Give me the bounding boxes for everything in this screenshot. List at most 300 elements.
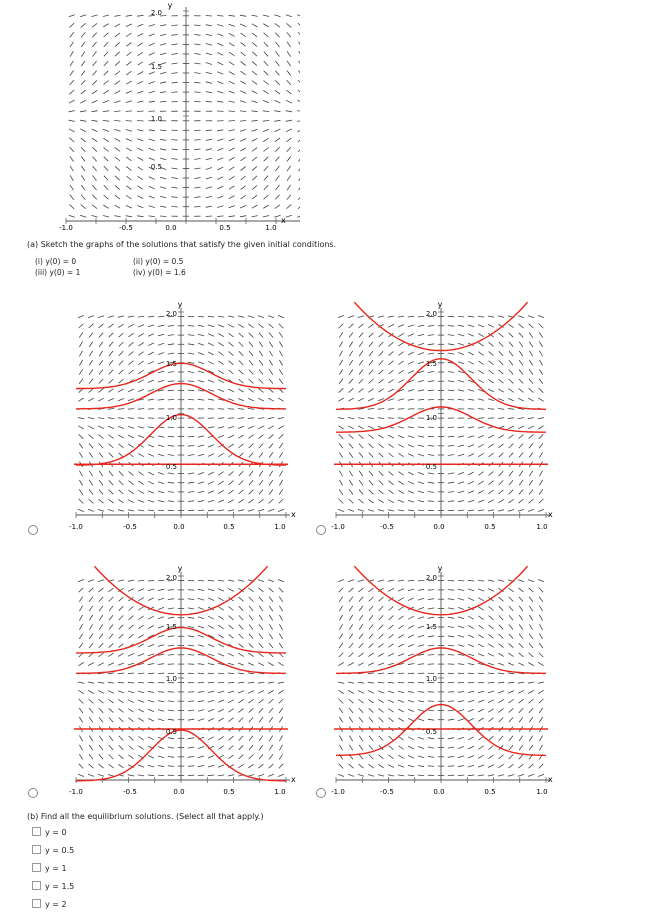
slope-segment — [208, 399, 214, 400]
slope-segment — [538, 662, 543, 665]
slope-segment — [369, 643, 374, 647]
slope-segment — [418, 747, 424, 749]
slope-segment — [488, 418, 494, 419]
slope-segment — [128, 663, 134, 665]
slope-segment — [78, 682, 84, 683]
slope-segment — [115, 138, 121, 141]
slope-segment — [171, 140, 177, 141]
slope-segment — [168, 636, 174, 637]
slope-segment — [359, 333, 363, 338]
slope-segment — [98, 418, 104, 419]
slope-segment — [115, 157, 120, 161]
slope-segment — [138, 673, 144, 674]
slope-segment — [519, 435, 524, 439]
slope-segment — [518, 774, 524, 776]
slope-segment — [269, 452, 273, 457]
slope-segment — [408, 765, 414, 767]
slope-segment — [138, 157, 144, 160]
slope-segment — [239, 471, 243, 476]
slope-segment — [499, 480, 504, 485]
slope-segment — [128, 682, 134, 683]
slope-segment — [168, 590, 174, 591]
slope-segment — [418, 664, 424, 665]
slope-segment — [338, 509, 344, 511]
slope-segment — [538, 690, 543, 693]
slope-segment — [158, 343, 164, 345]
slope-segment — [359, 471, 363, 476]
slope-segment — [299, 166, 300, 171]
slope-segment — [137, 216, 143, 217]
slope-segment — [88, 509, 94, 511]
slope-segment — [158, 766, 164, 767]
slope-segment — [539, 717, 542, 722]
slope-segment — [539, 360, 542, 366]
slope-segment — [198, 380, 204, 382]
slope-segment — [229, 15, 235, 16]
graph-choice-radio-1[interactable] — [28, 525, 38, 535]
slope-segment — [104, 157, 109, 162]
slope-segment — [378, 409, 384, 410]
slope-segment — [137, 33, 143, 36]
slope-segment — [279, 332, 283, 337]
slope-segment — [109, 597, 114, 602]
slope-segment — [109, 453, 113, 458]
slope-segment — [528, 580, 534, 582]
x-tick-label: 0.5 — [223, 523, 235, 531]
slope-segment — [398, 625, 403, 629]
slope-segment — [81, 195, 85, 200]
slope-segment — [103, 138, 108, 141]
slope-segment — [278, 426, 283, 429]
slope-segment — [468, 325, 474, 327]
slope-segment — [218, 418, 224, 419]
slope-segment — [368, 663, 374, 666]
slope-segment — [528, 398, 534, 401]
slope-segment — [158, 454, 164, 456]
slope-segment — [378, 389, 383, 392]
slope-segment — [252, 71, 257, 75]
slope-segment — [69, 205, 74, 209]
slope-segment — [349, 597, 353, 602]
slope-segment — [398, 380, 404, 383]
checkbox[interactable] — [32, 863, 41, 872]
slope-segment — [258, 774, 264, 776]
slope-segment — [379, 379, 384, 383]
slope-segment — [114, 120, 120, 121]
slope-segment — [379, 606, 383, 611]
slope-segment — [138, 325, 144, 327]
slope-segment — [508, 499, 513, 503]
slope-segment — [268, 418, 274, 419]
slope-segment — [79, 351, 82, 357]
slope-segment — [126, 176, 131, 180]
slope-segment — [274, 120, 280, 121]
slope-segment — [115, 71, 120, 75]
slope-segment — [217, 82, 223, 84]
slope-segment — [378, 700, 383, 703]
slope-segment — [259, 370, 263, 375]
slope-segment — [478, 399, 484, 401]
slope-segment — [508, 426, 514, 429]
slope-segment — [398, 736, 403, 740]
slope-segment — [398, 644, 404, 647]
slope-segment — [89, 434, 94, 438]
slope-segment — [158, 482, 164, 484]
graph-choice-radio-3[interactable] — [28, 788, 38, 798]
slope-segment — [218, 370, 223, 373]
slope-segment — [128, 691, 134, 693]
slope-segment — [489, 606, 494, 610]
slope-segment — [69, 111, 75, 112]
slope-segment — [70, 80, 74, 85]
slope-segment — [378, 399, 384, 401]
slope-segment — [529, 388, 534, 392]
slope-segment — [228, 653, 234, 656]
slope-segment — [206, 16, 212, 17]
slope-segment — [198, 399, 204, 400]
slope-segment — [478, 435, 484, 437]
slope-segment — [378, 435, 383, 438]
slope-segment — [379, 453, 384, 457]
slope-segment — [137, 111, 143, 112]
graph-choice-1[interactable] — [40, 295, 302, 535]
slope-segment — [128, 673, 134, 674]
slope-segment — [79, 615, 82, 621]
slope-segment — [408, 700, 414, 702]
slope-segment — [359, 624, 363, 629]
slope-segment — [89, 597, 93, 602]
slope-segment — [448, 701, 454, 702]
slope-segment — [488, 379, 493, 383]
slope-segment — [158, 626, 164, 628]
slope-segment — [79, 745, 82, 751]
slope-segment — [458, 501, 464, 502]
slope-segment — [158, 362, 164, 364]
slope-segment — [448, 492, 454, 493]
slope-segment — [278, 509, 284, 511]
slope-segment — [259, 471, 263, 476]
slope-segment — [488, 580, 494, 581]
slope-segment — [208, 361, 214, 364]
slope-segment — [458, 353, 464, 355]
x-tick-label: -1.0 — [331, 788, 345, 796]
slope-segment — [398, 435, 404, 437]
slope-segment — [229, 62, 234, 65]
slope-segment — [115, 176, 120, 181]
slope-segment — [188, 617, 194, 618]
slope-segment — [398, 607, 403, 611]
slope-segment — [108, 499, 113, 503]
slope-segment — [499, 755, 504, 759]
slope-segment — [448, 608, 454, 609]
slope-segment — [158, 719, 164, 721]
slope-segment — [379, 709, 384, 713]
slope-segment — [198, 334, 204, 336]
slope-segment — [148, 709, 154, 711]
slope-segment — [114, 101, 120, 103]
slope-segment — [81, 42, 85, 47]
slope-segment — [241, 167, 246, 171]
slope-segment — [349, 717, 353, 722]
slope-segment — [509, 755, 514, 760]
slope-segment — [194, 73, 200, 74]
slope-segment — [218, 765, 224, 767]
checkbox[interactable] — [32, 899, 41, 908]
slope-segment — [119, 351, 123, 356]
slope-segment — [519, 444, 523, 449]
slope-segment — [149, 177, 155, 180]
checkbox[interactable] — [32, 881, 41, 890]
slope-segment — [188, 390, 194, 391]
slope-segment — [217, 196, 223, 198]
slope-segment — [499, 615, 503, 620]
slope-segment — [228, 316, 234, 317]
slope-segment — [418, 775, 424, 776]
slope-segment — [89, 360, 92, 365]
slope-segment — [249, 736, 253, 741]
slope-segment — [198, 580, 204, 581]
slope-segment — [389, 634, 394, 638]
slope-segment — [194, 53, 200, 54]
slope-segment — [81, 205, 86, 209]
slope-segment — [379, 370, 384, 374]
slope-segment — [128, 444, 133, 448]
slope-segment — [89, 471, 92, 476]
slope-segment — [278, 580, 284, 582]
slope-segment — [448, 390, 454, 391]
slope-segment — [287, 156, 291, 161]
slope-segment — [240, 91, 246, 94]
slope-segment — [339, 369, 342, 374]
slope-segment — [339, 489, 343, 494]
slope-segment — [448, 344, 454, 345]
slope-segment — [228, 444, 233, 448]
x-tick-label: -0.5 — [119, 224, 133, 232]
slope-segment — [359, 435, 364, 439]
slope-segment — [528, 682, 534, 683]
slope-segment — [478, 654, 484, 656]
checkbox[interactable] — [32, 845, 41, 854]
slope-segment — [389, 606, 394, 610]
slope-segment — [217, 177, 223, 180]
slope-segment — [498, 510, 504, 511]
slope-segment — [168, 710, 174, 711]
slope-segment — [398, 691, 404, 693]
checkbox[interactable] — [32, 827, 41, 836]
slope-segment — [468, 500, 474, 502]
slope-segment — [160, 206, 166, 207]
slope-segment — [104, 61, 108, 66]
slope-segment — [468, 371, 474, 374]
slope-segment — [349, 634, 353, 639]
slope-segment — [92, 147, 97, 151]
slope-segment — [518, 426, 524, 429]
graph-choice-3[interactable] — [40, 560, 302, 798]
slope-segment — [238, 700, 243, 703]
slope-segment — [249, 379, 254, 383]
slope-segment — [158, 598, 164, 600]
slope-segment — [218, 736, 223, 740]
slope-segment — [160, 72, 166, 74]
slope-segment — [448, 353, 454, 354]
slope-segment — [508, 691, 514, 694]
slope-segment — [499, 360, 503, 365]
slope-segment — [279, 588, 283, 593]
slope-segment — [129, 471, 134, 475]
slope-segment — [458, 589, 464, 590]
slope-segment — [168, 344, 174, 345]
slope-segment — [408, 598, 414, 601]
slope-segment — [108, 653, 113, 657]
slope-segment — [69, 90, 74, 94]
slope-segment — [458, 316, 464, 317]
slope-segment — [198, 692, 204, 693]
slope-segment — [529, 471, 532, 476]
slope-segment — [158, 436, 164, 437]
slope-segment — [229, 370, 234, 374]
slope-segment — [218, 775, 224, 776]
slope-segment — [389, 718, 394, 722]
slope-segment — [268, 690, 274, 693]
slope-segment — [388, 316, 394, 317]
slope-segment — [286, 100, 292, 103]
slope-segment — [408, 580, 414, 581]
slope-segment — [529, 764, 534, 768]
slope-segment — [258, 398, 264, 401]
slope-segment — [188, 599, 194, 600]
slope-segment — [248, 426, 254, 429]
slope-segment — [239, 625, 243, 630]
slope-segment — [478, 580, 484, 581]
slope-segment — [81, 23, 86, 27]
slope-segment — [128, 324, 134, 327]
slope-segment — [448, 372, 454, 373]
slope-segment — [248, 418, 254, 419]
slope-segment — [498, 682, 504, 683]
slope-segment — [359, 699, 364, 703]
slope-segment — [149, 43, 155, 46]
x-tick-label: 0.5 — [484, 523, 496, 531]
slope-segment — [269, 615, 272, 620]
slope-segment — [519, 754, 523, 759]
slope-segment — [229, 736, 234, 740]
slope-segment — [259, 360, 263, 365]
slope-segment — [379, 444, 384, 448]
slope-segment — [468, 436, 474, 438]
slope-segment — [378, 673, 384, 674]
slope-segment — [79, 332, 83, 337]
slope-segment — [148, 491, 154, 494]
slope-segment — [408, 399, 414, 400]
slope-segment — [276, 176, 280, 181]
slope-segment — [519, 653, 524, 657]
slope-segment — [418, 501, 424, 502]
slope-segment — [259, 764, 264, 768]
slope-segment — [80, 15, 86, 17]
slope-segment — [508, 699, 513, 703]
slope-segment — [458, 607, 464, 609]
slope-segment — [339, 615, 342, 621]
slope-segment — [348, 418, 354, 419]
slope-segment — [529, 699, 534, 703]
slope-segment — [519, 471, 523, 476]
slope-segment — [89, 499, 94, 503]
slope-segment — [148, 756, 154, 759]
slope-segment — [338, 690, 343, 693]
x-tick-label: -1.0 — [331, 523, 345, 531]
slope-segment — [297, 111, 300, 112]
slope-segment — [368, 653, 373, 657]
slope-segment — [70, 185, 74, 190]
slope-segment — [206, 187, 212, 189]
slope-segment — [489, 736, 494, 740]
slope-segment — [349, 736, 352, 741]
slope-segment — [206, 34, 212, 36]
slope-segment — [158, 445, 164, 447]
slope-segment — [268, 682, 274, 683]
slope-segment — [99, 588, 104, 592]
slope-segment — [128, 399, 134, 401]
slope-segment — [539, 615, 542, 621]
slope-segment — [369, 634, 373, 639]
slope-segment — [418, 635, 424, 637]
slope-segment — [99, 490, 103, 495]
slope-segment — [160, 158, 166, 160]
slope-segment — [149, 186, 155, 189]
slope-segment — [229, 167, 234, 170]
slope-segment — [488, 399, 494, 401]
slope-segment — [126, 139, 132, 142]
slope-segment — [259, 324, 264, 328]
slope-segment — [160, 216, 166, 217]
slope-segment — [278, 398, 283, 401]
slope-segment — [368, 389, 373, 393]
slope-segment — [418, 607, 424, 609]
slope-segment — [287, 195, 291, 200]
slope-segment — [275, 185, 279, 190]
slope-segment — [138, 616, 143, 620]
y-tick-label: 1.0 — [425, 414, 437, 422]
slope-segment — [118, 764, 123, 767]
slope-segment — [369, 379, 374, 383]
slope-segment — [129, 616, 134, 620]
slope-segment — [208, 580, 214, 581]
slope-segment — [208, 626, 214, 629]
slope-segment — [388, 644, 393, 648]
slope-segment — [398, 589, 404, 591]
slope-segment — [519, 342, 523, 347]
slope-segment — [129, 606, 134, 610]
slope-segment — [149, 72, 155, 75]
graph-choice-2[interactable] — [296, 295, 558, 535]
slope-segment — [149, 216, 155, 217]
slope-segment — [79, 369, 82, 374]
slope-segment — [171, 63, 177, 64]
slope-segment — [358, 580, 364, 582]
slope-segment — [198, 491, 204, 493]
slope-segment — [349, 653, 354, 657]
slope-segment — [338, 426, 343, 429]
slope-segment — [240, 205, 246, 208]
slope-segment — [239, 606, 243, 611]
slope-segment — [148, 316, 154, 317]
slope-segment — [279, 443, 283, 448]
slope-segment — [229, 72, 235, 75]
slope-segment — [198, 501, 204, 502]
slope-segment — [171, 159, 177, 160]
graph-choice-4[interactable] — [296, 560, 558, 798]
slope-segment — [158, 664, 164, 665]
